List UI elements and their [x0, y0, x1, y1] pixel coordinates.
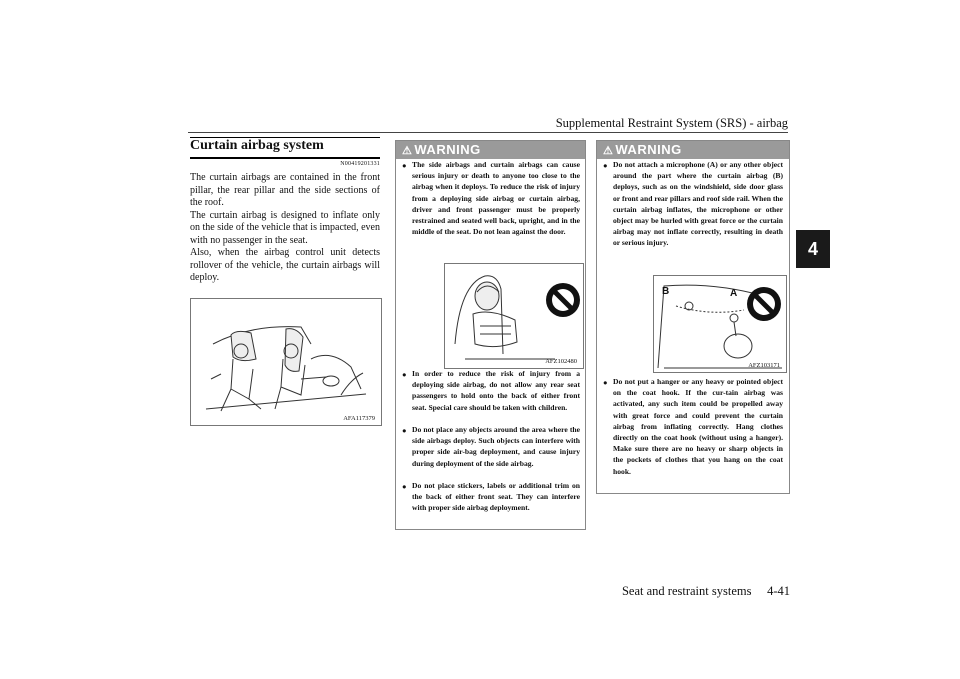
bullet-icon: ● — [402, 161, 407, 170]
callout-a: A — [730, 288, 738, 299]
warning-item: Do not place any objects around the area where the side airbags deploy. Such objects can interfere with proper side air-bag deployment, and cause injury during deployment of the side airbag. — [412, 425, 580, 468]
header-rule — [188, 132, 788, 133]
warning-item: In order to reduce the risk of injury from a deploying side airbag, do not allow any rear seat passengers to hold onto the back of either front seat. Special care should be taken with children. — [412, 369, 580, 412]
paragraph: Also, when the airbag control unit detects rollover of the vehicle, the curtain airbags will deploy. — [190, 247, 380, 283]
curtain-airbag-illustration — [190, 298, 382, 426]
warning-item: Do not attach a microphone (A) or any other object around the part where the curtain airbag (B) deploys, such as on the windshield, side door glass or front and rear pillars and roof side rail. When the curtain airbag inflates, the microphone or other object may be hurled with great force or the curtain airbag may not inflate correctly, resulting in death or serious injury. — [613, 160, 783, 248]
warning-triangle-icon: ⚠ — [402, 145, 413, 157]
warning-item: Do not put a hanger or any heavy or pointed object on the coat hook. If the cur-tain airbag was activated, any such item could be propelled away with great force and could prevent the curtain airbag from inflating correctly. Hang clothes directly on the coat hook (without using a hanger). Make sure there are no heavy or sharp objects in the pockets of clothes that you hang on the coat hook. — [613, 377, 783, 476]
car-interior-drawing — [191, 299, 381, 425]
figure-code: AFZ103171 — [748, 362, 780, 369]
microphone-placement-illustration — [653, 275, 787, 373]
warning-header: ⚠ WARNING — [597, 141, 789, 159]
callout-b: B — [662, 286, 670, 297]
warning-box — [395, 140, 586, 530]
heading-rule-bottom — [190, 157, 380, 159]
windshield-drawing — [654, 276, 786, 372]
warning-header: ⚠ WARNING — [396, 141, 585, 159]
chapter-tab: 4 — [796, 230, 830, 268]
section-heading: Curtain airbag system — [190, 138, 324, 153]
paragraph: The curtain airbag is designed to inflate only on the side of the vehicle that is impacted, even with no passenger in the seat. — [190, 209, 380, 246]
running-header: Supplemental Restraint System (SRS) - airbag — [555, 116, 788, 130]
page-footer: Seat and restraint systems 4-41 — [621, 584, 790, 598]
bullet-icon: ● — [402, 482, 407, 491]
passenger-leaning-drawing — [445, 264, 583, 368]
bullet-icon: ● — [603, 378, 608, 387]
bullet-icon: ● — [402, 370, 407, 379]
figure-code: AFA117379 — [343, 415, 375, 422]
warning-box — [596, 140, 790, 494]
paragraph: The curtain airbags are contained in the front pillar, the rear pillar and the side sections of the roof. — [190, 172, 380, 208]
prohibition-icon — [546, 283, 580, 317]
seated-passenger-illustration — [444, 263, 584, 369]
prohibition-icon — [747, 287, 781, 321]
warning-item: Do not place stickers, labels or additional trim on the back of either front seat. They can interfere with proper side airbag deployment. — [412, 481, 580, 513]
bullet-icon: ● — [603, 161, 608, 170]
reference-code: N00419201331 — [340, 161, 380, 167]
body-text — [190, 172, 380, 285]
figure-code: AFZ102480 — [545, 358, 577, 365]
warning-triangle-icon: ⚠ — [603, 145, 614, 157]
bullet-icon: ● — [402, 426, 407, 435]
warning-item: The side airbags and curtain airbags can cause serious injury or death to anyone too close to the airbag when it deploys. To reduce the risk of injury from a deploying side airbag or curtain airbag, driver and front passenger must be properly restrained and seated well back, upright, and in the middle of the seat. Do not lean against the door. — [412, 160, 580, 237]
